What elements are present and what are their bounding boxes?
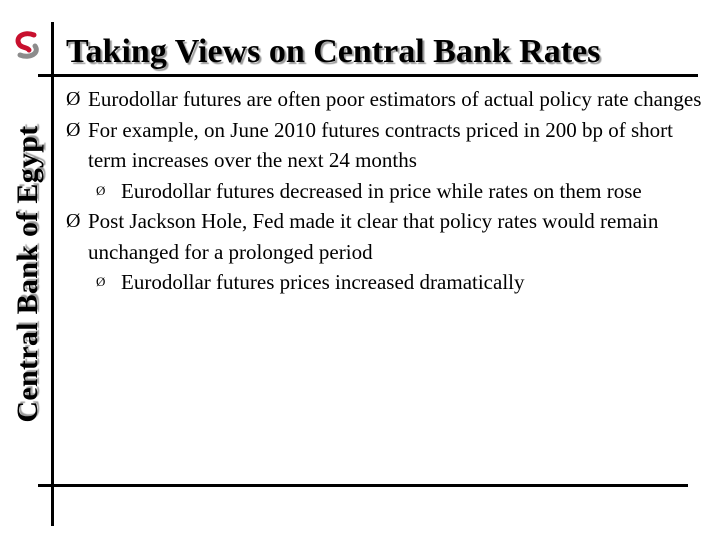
bullet-text: Eurodollar futures prices increased dramatically xyxy=(121,270,525,294)
bullet-text: Post Jackson Hole, Fed made it clear that policy rates would remain unchanged for a prolonged period xyxy=(88,209,659,264)
cbe-logo-icon xyxy=(10,28,44,62)
sub-bullet-item xyxy=(66,176,706,207)
slide-title: Taking Views on Central Bank Rates xyxy=(66,33,601,70)
arrow-bullet-icon: Ø xyxy=(66,210,81,232)
bullet-text: Eurodollar futures are often poor estimators of actual policy rate changes xyxy=(88,87,702,111)
footer-divider xyxy=(38,484,688,487)
arrow-bullet-icon: Ø xyxy=(66,118,81,141)
title-divider xyxy=(38,74,698,77)
sidebar-title: Central Bank of Egypt xyxy=(11,125,44,423)
arrow-bullet-icon: Ø xyxy=(66,88,81,110)
bullet-item xyxy=(66,84,706,115)
arrow-bullet-icon: Ø xyxy=(96,182,106,198)
vertical-divider xyxy=(51,22,54,526)
bullet-text: For example, on June 2010 futures contracts priced in 200 bp of short term increases over the next 24 months xyxy=(88,117,673,172)
bullet-list xyxy=(66,84,706,298)
bullet-text: Eurodollar futures decreased in price while rates on them rose xyxy=(121,178,642,203)
arrow-bullet-icon: Ø xyxy=(96,274,106,289)
sub-bullet-item xyxy=(66,267,706,298)
bullet-item xyxy=(66,115,706,176)
bullet-item xyxy=(66,206,706,267)
